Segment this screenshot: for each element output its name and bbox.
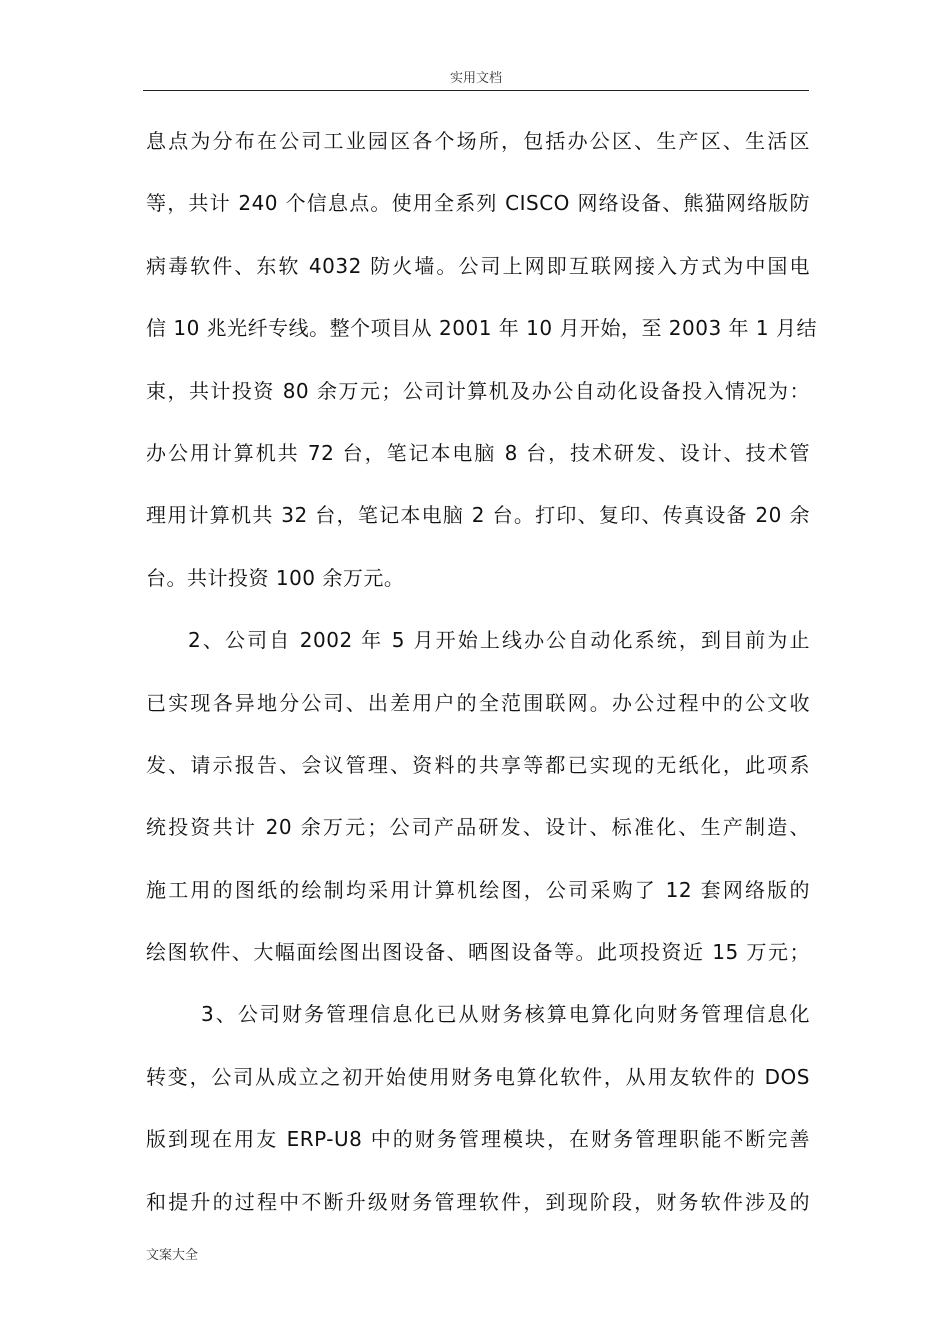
text-line: 束，共计投资 80 余万元；公司计算机及办公自动化设备投入情况为：: [146, 378, 810, 403]
paragraph-2-start: 2、公司自 2002 年 5 月开始上线办公自动化系统，到目前为止: [188, 628, 810, 653]
text-line: 绘图软件、大幅面绘图出图设备、晒图设备等。此项投资近 15 万元；: [146, 940, 810, 965]
text-line: 已实现各异地分公司、出差用户的全范围联网。办公过程中的公文收: [146, 690, 810, 715]
text-line: 病毒软件、东软 4032 防火墙。公司上网即互联网接入方式为中国电: [146, 253, 810, 278]
page-header: 实用文档: [143, 70, 809, 91]
text-line: 息点为分布在公司工业园区各个场所，包括办公区、生产区、生活区: [146, 129, 810, 153]
text-line: 信 10 兆光纤专线。整个项目从 2001 年 10 月开始，至 2003 年 1 月结: [146, 316, 817, 341]
text-line: 台。共计投资 100 余万元。: [146, 565, 405, 590]
text-line: 等，共计 240 个信息点。使用全系列 CISCO 网络设备、熊猫网络版防: [146, 191, 810, 216]
text-line: 施工用的图纸的绘制均采用计算机绘图，公司采购了 12 套网络版的: [146, 877, 810, 902]
text-line: 和提升的过程中不断升级财务管理软件，到现阶段，财务软件涉及的: [146, 1189, 810, 1214]
text-line: 版到现在用友 ERP-U8 中的财务管理模块，在财务管理职能不断完善: [146, 1127, 810, 1152]
body-text: [146, 120, 817, 1243]
text-line: 办公用计算机共 72 台，笔记本电脑 8 台，技术研发、设计、技术管: [146, 440, 810, 465]
text-line: 统投资共计 20 余万元；公司产品研发、设计、标准化、生产制造、: [146, 815, 810, 840]
page-footer: 文案大全: [146, 1248, 199, 1263]
paragraph-3-start: 3、公司财务管理信息化已从财务核算电算化向财务管理信息化: [201, 1002, 810, 1027]
text-line: 发、请示报告、会议管理、资料的共享等都已实现的无纸化，此项系: [146, 752, 810, 777]
text-line: 转变，公司从成立之初开始使用财务电算化软件，从用友软件的 DOS: [146, 1064, 810, 1089]
text-line: 理用计算机共 32 台，笔记本电脑 2 台。打印、复印、传真设备 20 余: [146, 503, 810, 528]
